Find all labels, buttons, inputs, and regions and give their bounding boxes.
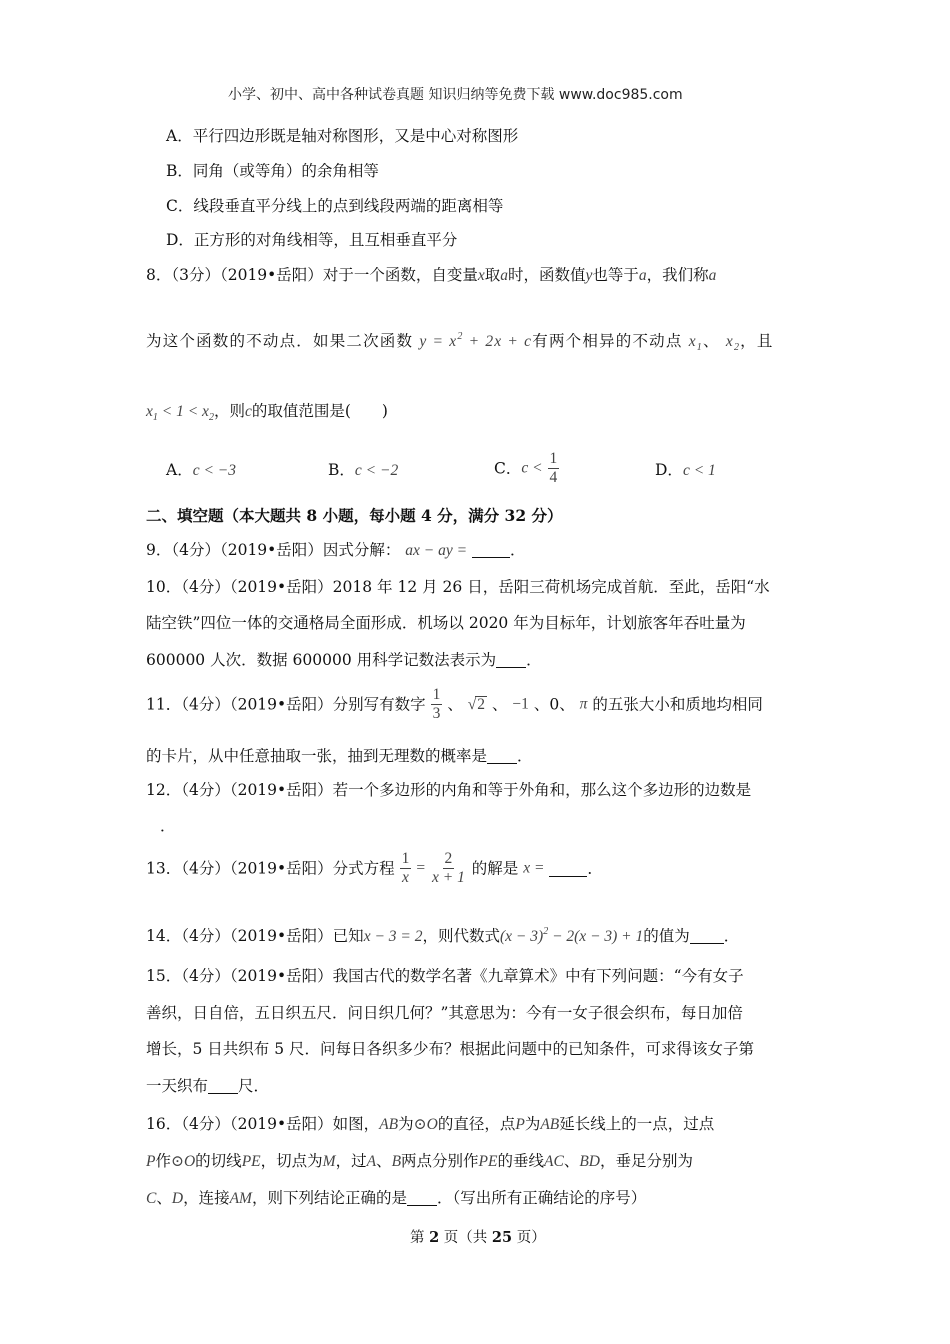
answer-blank [487,747,517,764]
page-footer: 第 2 页（共 25 页） [410,1229,546,1246]
answer-blank [407,1189,437,1206]
q7-option-b: B．同角（或等角）的余角相等 [166,162,379,180]
fraction-one-over-x: $\frac{1}{x}$ [401,850,410,886]
q7-option-a: A．平行四边形既是轴对称图形，又是中心对称图形 [166,127,519,145]
page-header: 小学、初中、高中各种试卷真题 知识归纳等免费下载 www.doc985.com [228,87,683,103]
q16-line3: C、D，连接AM，则下列结论正确的是 ．（写出所有正确结论的序号） [146,1189,647,1207]
q14: 14．（4分）（2019•岳阳）已知x − 3 = 2，则代数式$(x - 3)^2 - 2(x - 3) + 1$的值为 ． [146,926,740,945]
answer-blank [496,651,526,668]
fraction-one-quarter: $\frac{1}{4}$ [549,450,558,486]
q15-line2: 善织，日自倍，五日织五尺．问日织几何？”其意思为：今有一女子很会织布，每日加倍 [146,1004,743,1022]
q8-line3: $x_1 < 1 < x_2$，则c的取值范围是( ) [146,402,388,423]
q11-line1: 11．（4分）（2019•岳阳）分别写有数字 $\frac{1}{3}$ 、 √2 、 −1 、0、 π 的五张大小和质地均相同 [146,686,763,722]
answer-blank [690,927,724,944]
q8-option-b: B．c < −2 [328,461,399,479]
q13: 13．（4分）（2019•岳阳）分式方程 $\frac{1}{x}$ = $\frac{2}{x + 1}$ 的解是 x = ． [146,850,603,886]
q10-line1: 10．（4分）（2019•岳阳）2018 年 12 月 26 日，岳阳三荷机场完成首航．至此，岳阳“水 [146,578,770,596]
q8-option-a: A．c < −3 [166,461,237,479]
q8-line2: 为这个函数的不动点．如果二次函数 $y = x^2 + 2x + c$有两个相异的不动点 $x_1$、 $x_2$，且 [146,331,774,353]
answer-blank [549,860,587,877]
q15-line4: 一天织布 尺． [146,1077,270,1095]
q8-line1: 8．（3分）（2019•岳阳）对于一个函数，自变量x取a时，函数值y也等于a，我们称a [146,266,717,284]
fraction-two-over-x-plus-one: $\frac{2}{x + 1}$ [432,850,465,886]
fraction-one-third: $\frac{1}{3}$ [432,686,441,722]
q16-line2: P作⊙O的切线PE，切点为M，过A、B两点分别作PE的垂线AC、BD，垂足分别为 [146,1152,694,1170]
q7-option-c: C．线段垂直平分线上的点到线段两端的距离相等 [166,197,504,215]
q12-line2: ． [160,817,176,835]
section-title: 二、填空题（本大题共 8 小题，每小题 4 分，满分 32 分） [146,506,563,525]
q15-line1: 15．（4分）（2019•岳阳）我国古代的数学名著《九章算术》中有下列问题：“今有女子 [146,967,744,985]
quadratic-function: $y = x^2 + 2x + c$ [419,331,533,350]
q8-option-c: C．c < $\frac{1}{4}$ [494,450,558,486]
q7-option-d: D．正方形的对角线相等，且互相垂直平分 [166,231,458,249]
q9: 9．（4分）（2019•岳阳）因式分解： ax − ay = ． [146,541,526,559]
q12-line1: 12．（4分）（2019•岳阳）若一个多边形的内角和等于外角和，那么这个多边形的边数是 [146,781,752,799]
q11-line2: 的卡片，从中任意抽取一张，抽到无理数的概率是 ． [146,747,533,765]
q10-line2: 陆空铁”四位一体的交通格局全面形成．机场以 2020 年为目标年，计划旅客年吞吐量为 [146,614,746,632]
answer-blank [472,541,510,558]
q16-line1: 16．（4分）（2019•岳阳）如图，AB为⊙O的直径，点P为AB延长线上的一点，过点 [146,1115,715,1133]
answer-blank [208,1077,238,1094]
q10-line3: 600000 人次．数据 600000 用科学记数法表示为 ． [146,651,542,669]
q15-line3: 增长，5 日共织布 5 尺．问每日各织多少布？根据此问题中的已知条件，可求得该女子第 [146,1040,755,1058]
q8-option-d: D．c < 1 [655,461,716,479]
sqrt-two: √2 [467,695,486,713]
